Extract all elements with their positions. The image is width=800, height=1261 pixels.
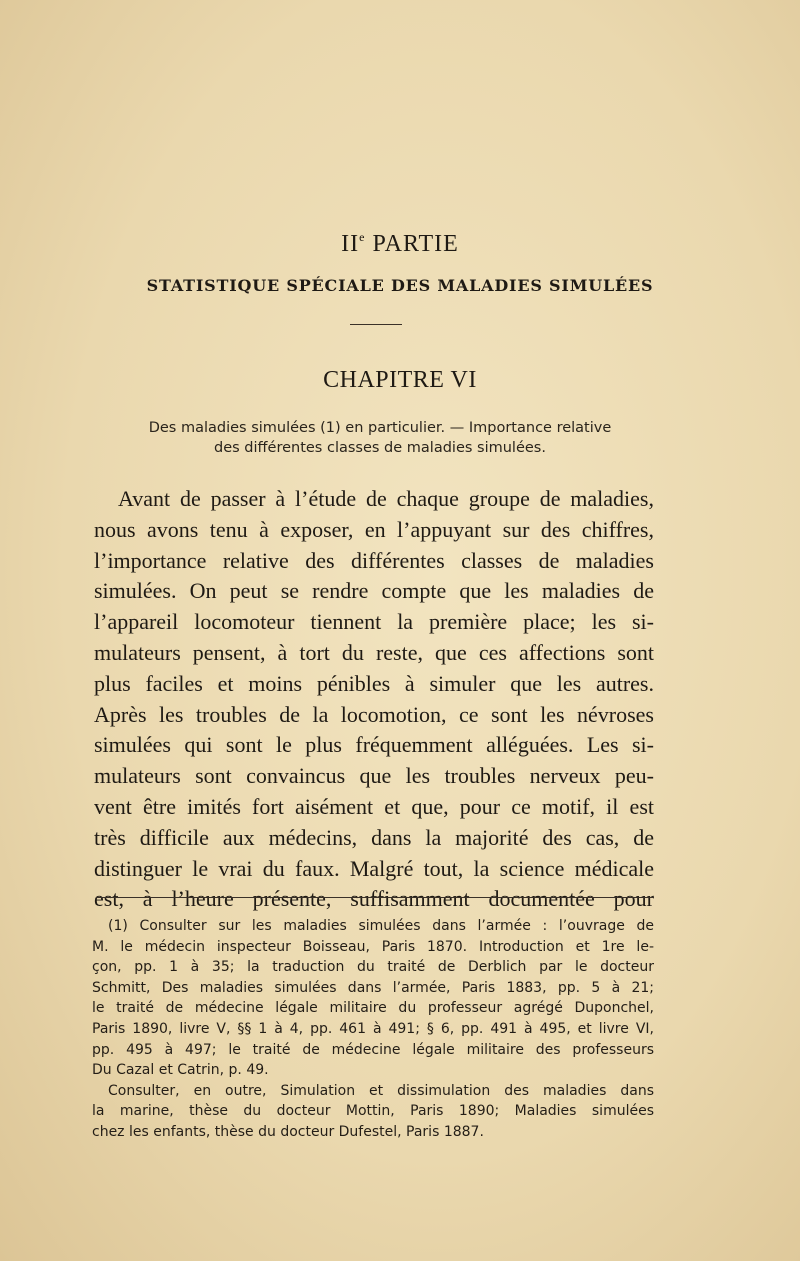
- body-paragraph: [94, 484, 654, 915]
- part-heading: [0, 230, 800, 258]
- footnotes: [92, 916, 654, 1143]
- body-line: mulateurs sont convaincus que les troubles nerveux peu-: [94, 763, 654, 789]
- footnote-line: le traité de médecine légale militaire du professeur agrégé Duponchel,: [92, 1000, 654, 1017]
- footnote-line: Paris 1890, livre V, §§ 1 à 4, pp. 461 à 491; § 6, pp. 491 à 495, et livre VI,: [92, 1020, 654, 1037]
- footnote-line: M. le médecin inspecteur Boisseau, Paris 1870. Introduction et 1re le-: [92, 938, 654, 955]
- footnote-line: Du Cazal et Catrin, p. 49.: [92, 1062, 269, 1079]
- chapter-description-line: Des maladies simulées (1) en particulier. — Importance relative: [148, 420, 612, 436]
- chapter-description-line: des différentes classes de maladies simulées.: [214, 440, 546, 456]
- body-line: simulées. On peut se rendre compte que les maladies de: [94, 578, 654, 604]
- footnote-line: pp. 495 à 497; le traité de médecine légale militaire des professeurs: [92, 1041, 654, 1058]
- body-line: très difficile aux médecins, dans la majorité des cas, de: [94, 824, 654, 850]
- body-line: mulateurs pensent, à tort du reste, que ces affections sont: [94, 639, 654, 665]
- footnote-line: çon, pp. 1 à 35; la traduction du traité de Derblich par le docteur: [92, 959, 654, 976]
- body-line: l’appareil locomoteur tiennent la première place; les si-: [94, 609, 654, 635]
- body-line: plus faciles et moins pénibles à simuler que les autres.: [94, 670, 654, 696]
- body-line: distinguer le vrai du faux. Malgré tout, la science médicale: [94, 855, 654, 881]
- footnote-line: (1) Consulter sur les maladies simulées dans l’armée : l’ouvrage de: [108, 918, 654, 934]
- footnote-line: Consulter, en outre, Simulation et dissimulation des maladies dans: [108, 1082, 654, 1099]
- body-line: Après les troubles de la locomotion, ce sont les névroses: [94, 701, 654, 727]
- chapter-heading: CHAPITRE VI: [323, 367, 477, 393]
- body-line: nous avons tenu à exposer, en l’appuyant sur des chiffres,: [94, 516, 654, 542]
- body-line: est, à l’heure présente, suffisamment documentée pour: [94, 886, 654, 912]
- body-line: l’importance relative des différentes classes de maladies: [94, 547, 654, 573]
- footnote-line: Schmitt, Des maladies simulées dans l’armée, Paris 1883, pp. 5 à 21;: [92, 979, 654, 996]
- body-line: simulées qui sont le plus fréquemment alléguées. Les si-: [94, 732, 654, 758]
- footnote-line: chez les enfants, thèse du docteur Dufestel, Paris 1887.: [92, 1123, 484, 1140]
- chapter-description: [100, 418, 660, 458]
- short-divider: [350, 324, 402, 325]
- part-numeral-sup: e: [359, 230, 366, 244]
- part-subtitle: STATISTIQUE SPÉCIALE DES MALADIES SIMULÉES: [146, 276, 654, 295]
- body-line: vent être imités fort aisément et que, pour ce motif, il est: [94, 793, 654, 819]
- body-line: Avant de passer à l’étude de chaque groupe de maladies,: [118, 486, 654, 511]
- part-word: PARTIE: [372, 231, 459, 257]
- footnote-divider: [96, 897, 654, 898]
- part-numeral: II: [341, 231, 360, 257]
- footnote-line: la marine, thèse du docteur Mottin, Paris 1890; Maladies simulées: [92, 1103, 654, 1120]
